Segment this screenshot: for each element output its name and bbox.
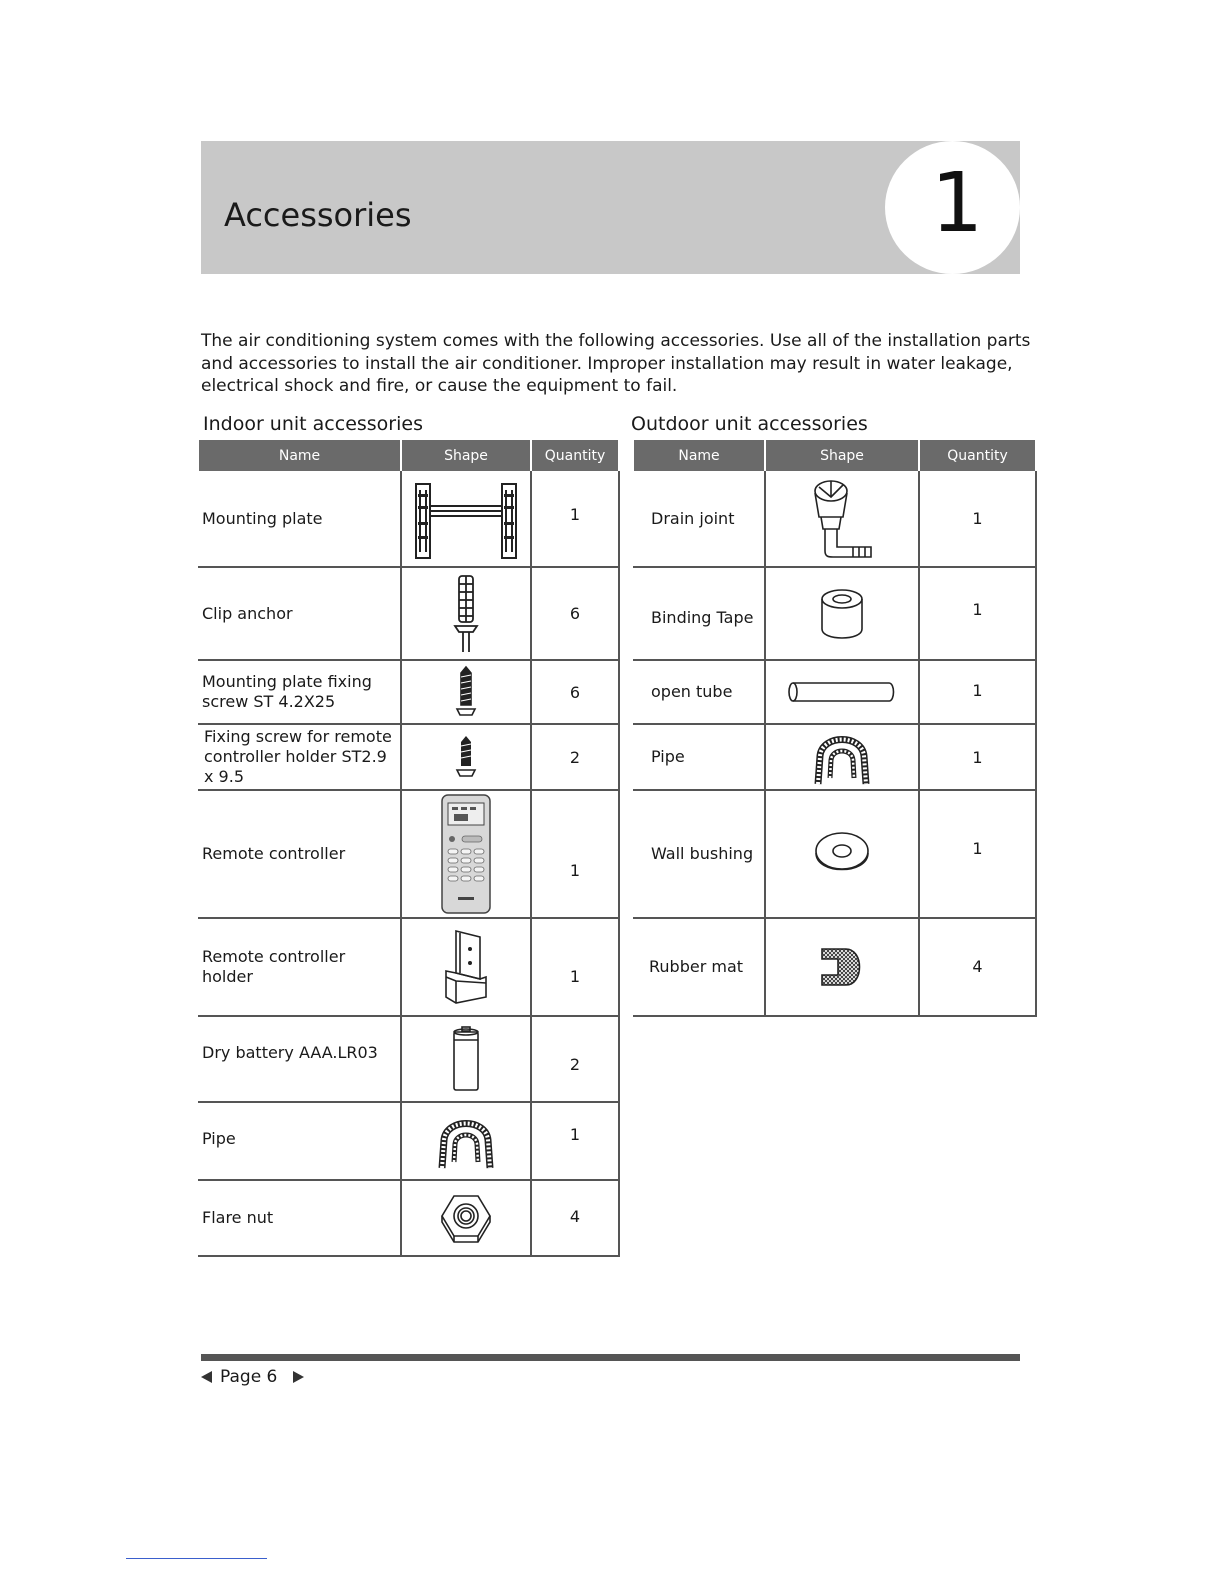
table-row bbox=[198, 471, 619, 567]
item-quantity: 4 bbox=[919, 918, 1036, 1016]
outdoor-accessories-table bbox=[632, 440, 1037, 1017]
column-header-quantity: Quantity bbox=[919, 440, 1036, 471]
page-title: Accessories bbox=[224, 196, 412, 234]
binding-tape-icon bbox=[818, 587, 866, 641]
item-name: Remote controller bbox=[198, 790, 401, 918]
chapter-banner bbox=[201, 141, 1020, 274]
table-row bbox=[198, 1102, 619, 1180]
item-quantity: 1 bbox=[919, 790, 1036, 918]
footer-bar bbox=[201, 1354, 1020, 1361]
open-tube-icon bbox=[787, 680, 897, 704]
item-quantity: 1 bbox=[531, 918, 619, 1016]
next-page-icon[interactable] bbox=[293, 1371, 304, 1383]
indoor-accessories-table bbox=[197, 440, 620, 1257]
item-quantity: 1 bbox=[919, 660, 1036, 724]
item-name: Dry battery AAA.LR03 bbox=[198, 1016, 401, 1102]
item-name: Remote controller holder bbox=[198, 918, 401, 1016]
screw-icon bbox=[455, 665, 477, 719]
item-name: Mounting plate bbox=[198, 471, 401, 567]
link-underline bbox=[126, 1558, 267, 1559]
item-quantity: 1 bbox=[919, 567, 1036, 660]
table-row bbox=[198, 1180, 619, 1256]
item-name: Pipe bbox=[198, 1102, 401, 1180]
intro-paragraph: The air conditioning system comes with the following accessories. Use all of the installation parts and accessories to install the air conditioner. Improper installation may result in water leakage, electrical shock and fire, or cause the equipment to fail. bbox=[201, 331, 1031, 396]
column-header-name: Name bbox=[633, 440, 765, 471]
item-name: Fixing screw for remote controller holder ST2.9 x 9.5 bbox=[198, 724, 401, 790]
rubber-mat-icon bbox=[820, 947, 864, 987]
page-navigation bbox=[201, 1367, 304, 1387]
table-row bbox=[198, 790, 619, 918]
clip-anchor-icon bbox=[451, 574, 481, 654]
table-row bbox=[198, 918, 619, 1016]
item-quantity: 1 bbox=[531, 471, 619, 567]
table-row bbox=[633, 790, 1036, 918]
mounting-plate-icon bbox=[412, 476, 520, 562]
table-row bbox=[633, 471, 1036, 567]
table-row bbox=[198, 567, 619, 660]
table-row bbox=[633, 918, 1036, 1016]
table-row bbox=[633, 724, 1036, 790]
wall-bushing-icon bbox=[814, 831, 870, 877]
remote-controller-icon bbox=[440, 793, 492, 915]
remote-holder-icon bbox=[442, 929, 490, 1005]
item-quantity: 4 bbox=[531, 1180, 619, 1256]
item-quantity: 2 bbox=[531, 724, 619, 790]
previous-page-icon[interactable] bbox=[201, 1371, 212, 1383]
item-name: Wall bushing bbox=[633, 790, 765, 918]
item-name: open tube bbox=[633, 660, 765, 724]
item-quantity: 1 bbox=[531, 1102, 619, 1180]
drain-joint-icon bbox=[807, 477, 877, 561]
table-row bbox=[198, 660, 619, 724]
column-header-shape: Shape bbox=[765, 440, 919, 471]
column-header-shape: Shape bbox=[401, 440, 531, 471]
indoor-section-title: Indoor unit accessories bbox=[203, 413, 423, 435]
outdoor-section-title: Outdoor unit accessories bbox=[631, 413, 868, 435]
item-name: Mounting plate fixing screw ST 4.2X25 bbox=[198, 660, 401, 724]
item-name: Clip anchor bbox=[198, 567, 401, 660]
column-header-quantity: Quantity bbox=[531, 440, 619, 471]
item-quantity: 6 bbox=[531, 660, 619, 724]
item-name: Pipe bbox=[633, 724, 765, 790]
item-quantity: 1 bbox=[531, 790, 619, 918]
item-name: Flare nut bbox=[198, 1180, 401, 1256]
flare-nut-icon bbox=[440, 1192, 492, 1244]
chapter-number: 1 bbox=[931, 156, 984, 251]
battery-icon bbox=[451, 1026, 481, 1092]
item-quantity: 1 bbox=[919, 724, 1036, 790]
table-row bbox=[198, 724, 619, 790]
item-name: Binding Tape bbox=[633, 567, 765, 660]
item-name: Rubber mat bbox=[633, 918, 765, 1016]
item-quantity: 2 bbox=[531, 1016, 619, 1102]
coiled-pipe-icon bbox=[812, 728, 872, 786]
table-row bbox=[198, 1016, 619, 1102]
item-quantity: 6 bbox=[531, 567, 619, 660]
table-row bbox=[633, 567, 1036, 660]
page-number: Page 6 bbox=[220, 1367, 278, 1387]
item-quantity: 1 bbox=[919, 471, 1036, 567]
coiled-pipe-icon bbox=[436, 1112, 496, 1170]
column-header-name: Name bbox=[198, 440, 401, 471]
small-screw-icon bbox=[455, 734, 477, 780]
item-name: Drain joint bbox=[633, 471, 765, 567]
table-row bbox=[633, 660, 1036, 724]
